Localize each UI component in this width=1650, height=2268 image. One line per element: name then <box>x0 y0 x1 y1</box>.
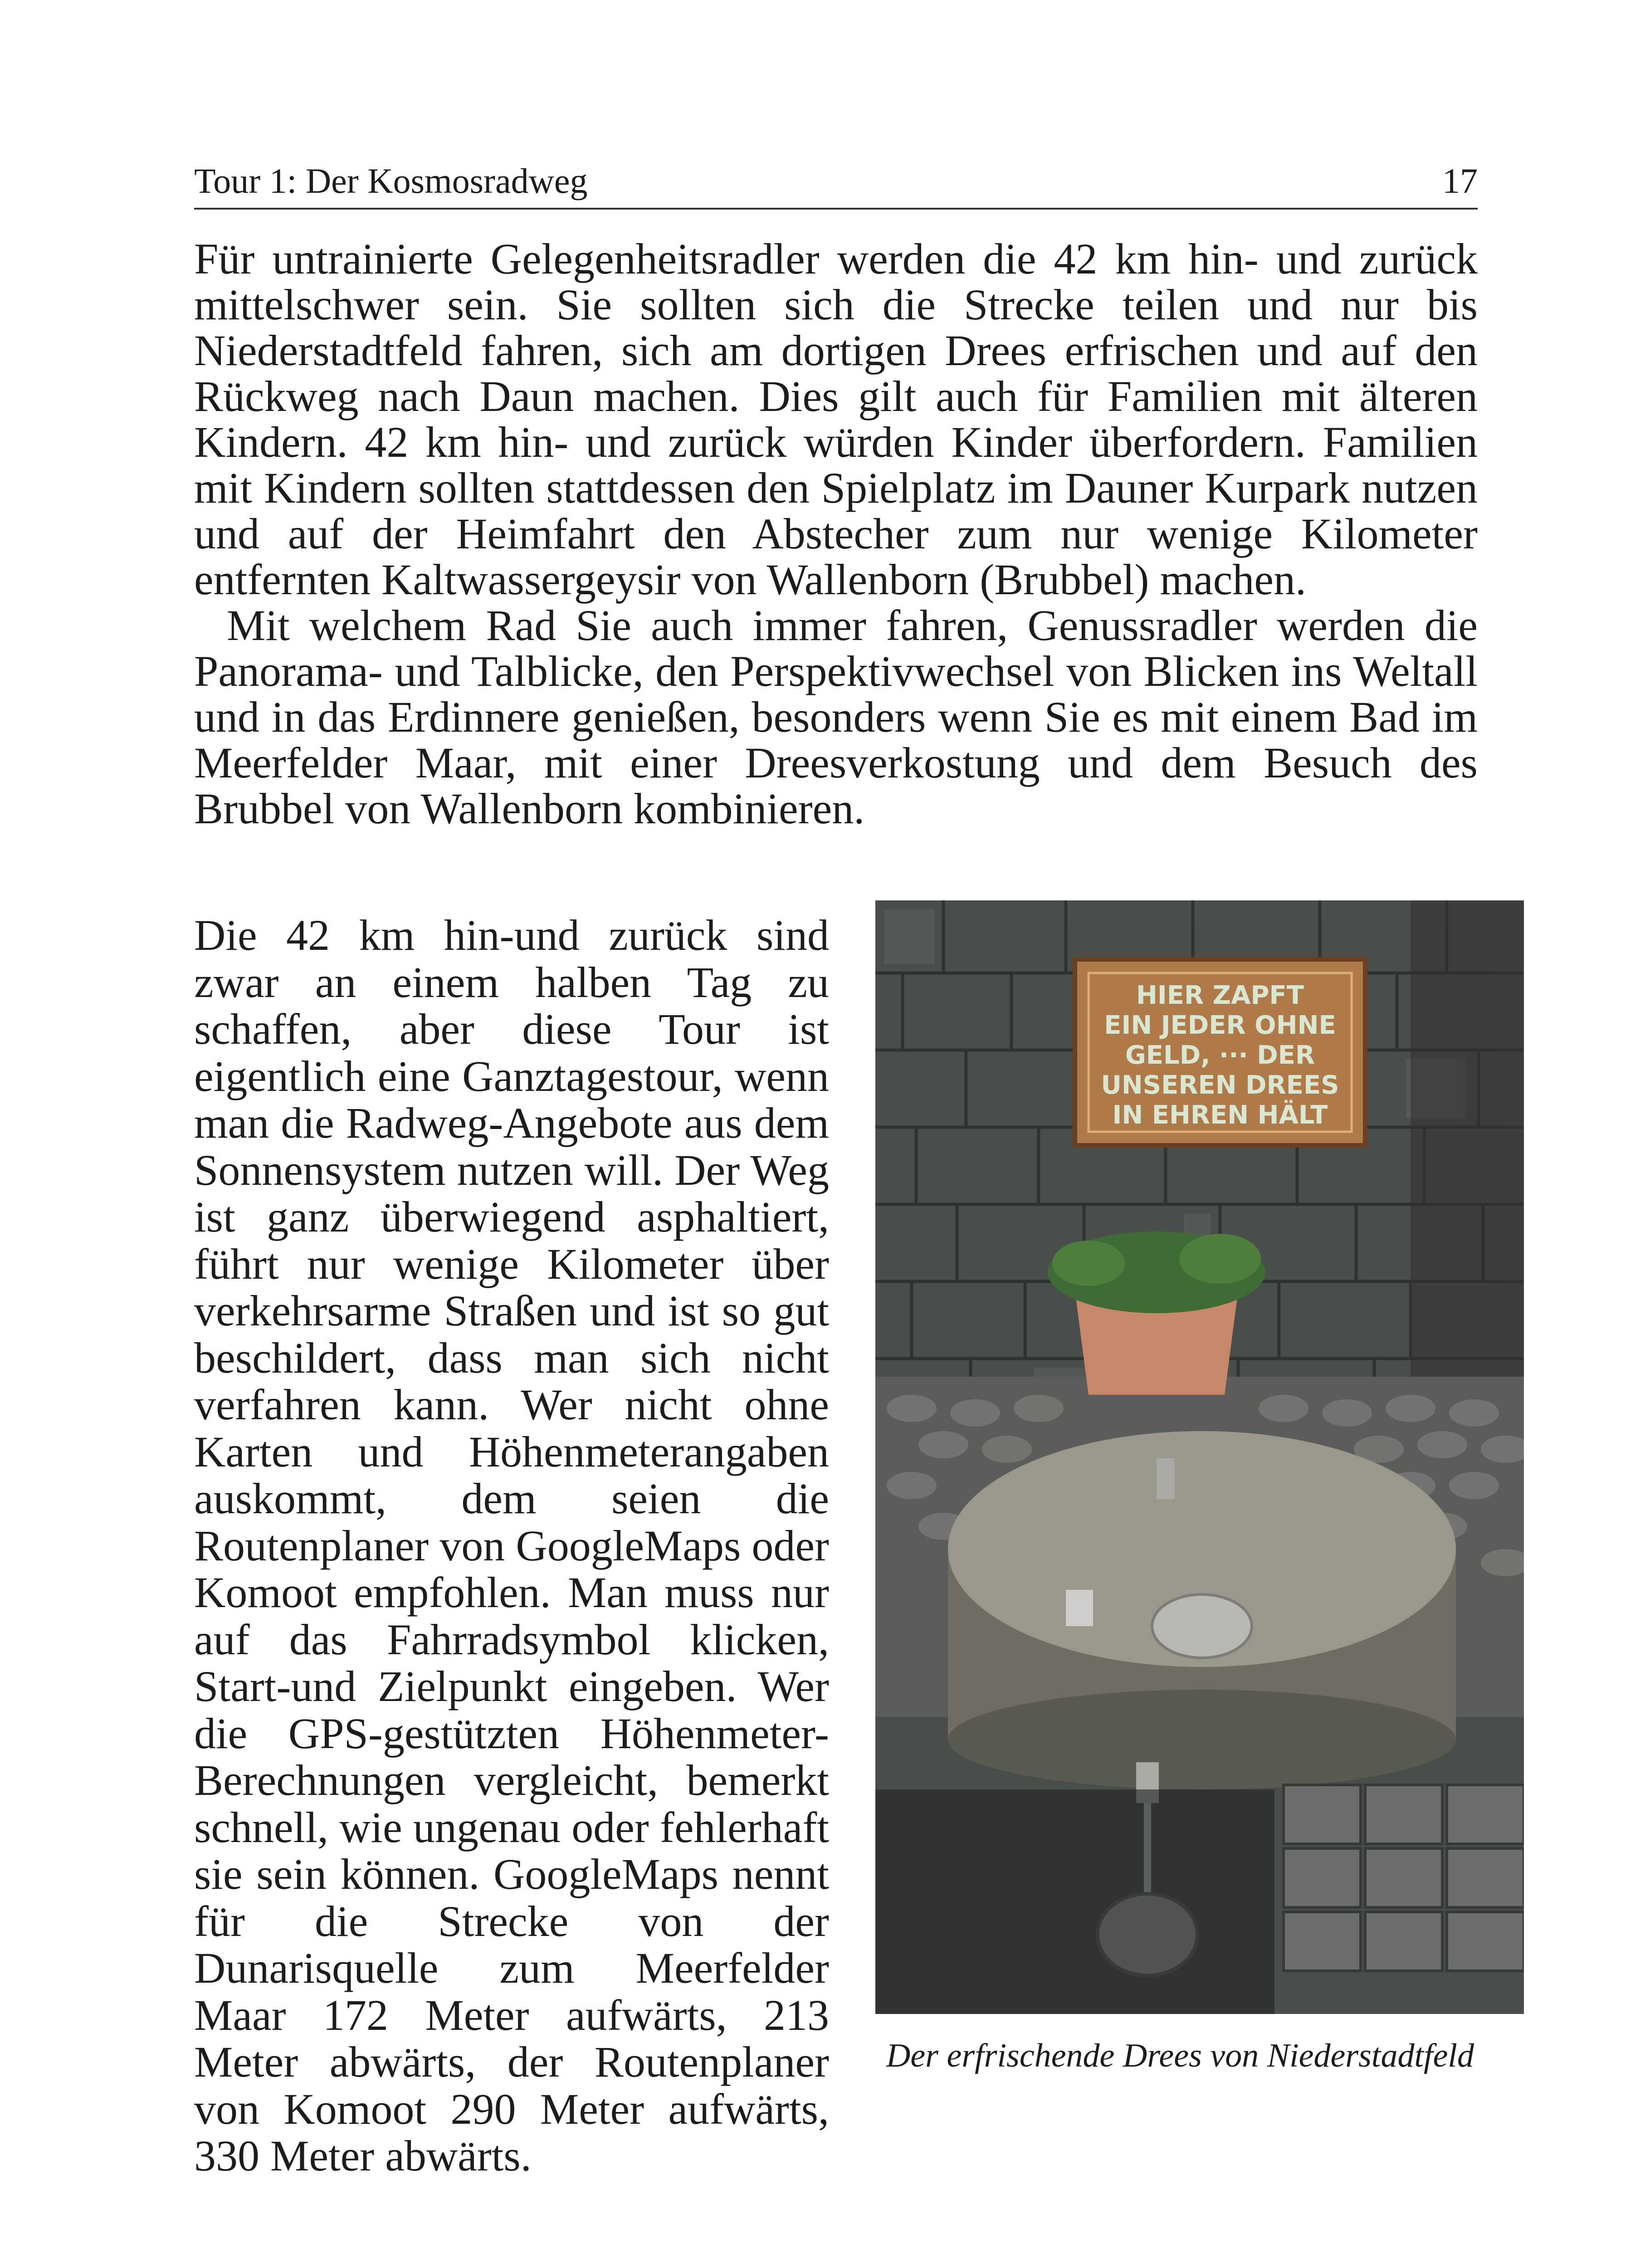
page-number: 17 <box>1442 161 1478 200</box>
plaque-line-1: HIER ZAPFT <box>1136 981 1304 1010</box>
intro-paragraph-1: Für untrainierte Gelegenheitsradler werden die 42 km hin- und zurück mittelschwer sein. Sie sollten sich die Strecke teilen und nur bis Niederstadtfeld fahren, sich am dortigen Drees erfrischen und auf den Rückweg nach Daun machen. Dies gilt auch für Familien mit älteren Kindern. 42 km hin- und zurück würden Kinder überfordern. Familien mit Kindern sollten stattdessen den Spielplatz im Dauner Kurpark nutzen und auf der Heimfahrt den Abstecher zum nur wenige Kilometer entfernten Kaltwassergeysir von Wallenborn (Brubbel) machen. <box>194 235 1478 604</box>
stone-basin <box>948 1431 1456 1789</box>
plaque-line-5: IN EHREN HÄLT <box>1112 1100 1328 1130</box>
photo-caption: Der erfrischende Drees von Niederstadtfeld <box>886 2037 1474 2074</box>
running-title: Tour 1: Der Kosmosradweg <box>194 161 588 200</box>
side-column-text: Die 42 km hin-und zurück sind zwar an einem halben Tag zu schaffen, aber diese Tour ist eigentlich eine Ganztagestour, wenn man die Radweg-Angebote aus dem Sonnensystem nutzen will. Der Weg ist ganz überwiegend asphaltiert, führt nur wenige Kilometer über verkehrsarme Straßen und ist so gut beschildert, dass man sich nicht verfahren kann. Wer nicht ohne Karten und Höhenmeterangaben auskommt, dem seien die Routenplaner von GoogleMaps oder Komoot empfohlen. Man muss nur auf das Fahrradsymbol klicken, Start-und Zielpunkt eingeben. Wer die GPS-gestützten Höhenmeter-Berechnungen vergleicht, bemerkt schnell, wie ungenau oder fehlerhaft sie sein können. GoogleMaps nennt für die Strecke von der Dunarisquelle zum Meerfelder Maar 172 Meter aufwärts, 213 Meter abwärts, der Routenplaner von Komoot 290 Meter aufwärts, 330 Meter abwärts. <box>194 911 829 2180</box>
intro-text <box>194 236 1478 831</box>
fountain-photo <box>875 900 1524 2014</box>
running-header <box>194 161 1478 210</box>
plaque-line-3: GELD, ··· DER <box>1125 1041 1315 1070</box>
plaque-line-2: EIN JEDER OHNE <box>1104 1011 1336 1040</box>
intro-paragraph-2: Mit welchem Rad Sie auch immer fahren, Genussradler werden die Panorama- und Talblicke, den Perspektivwechsel von Blicken ins Weltall und in das Erdinnere genießen, besonders wenn Sie es mit einem Bad im Meerfelder Maar, mit einer Dreesverkostung und dem Besuch des Brubbel von Wallenborn kombinieren. <box>194 601 1478 833</box>
plaque-line-4: UNSEREN DREES <box>1101 1070 1339 1100</box>
